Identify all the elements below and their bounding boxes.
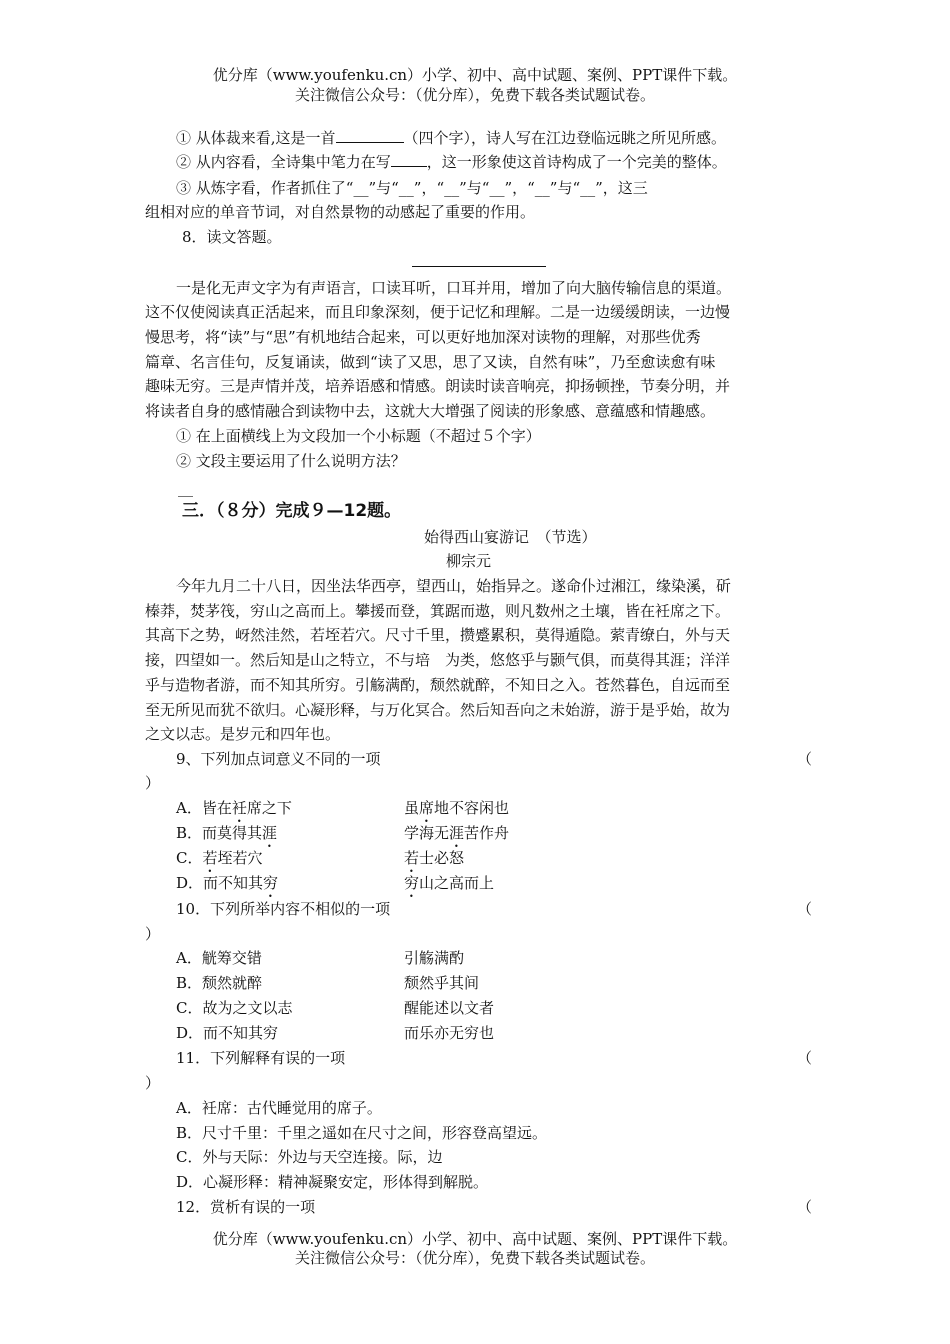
q12-answer-paren-open[interactable]: （ [797,1198,813,1216]
q8-label: 8．读文答题。 [182,228,282,246]
q9-answer-paren-open[interactable]: （ [797,750,813,768]
q9-option-b-left: B．而莫得其涯 [176,824,278,842]
q8-para-line-4: 篇章、名言佳句，反复诵读，做到“读了又思，思了又读，自然有味”，乃至愈读愈有味 [145,353,716,371]
dotted-word: 涯 [262,824,278,842]
q7-item-2 [176,150,727,174]
page-header-line-1: 优分库（www.youfenku.cn）小学、初中、高中试题、案例、PPT课件下载。 [212,66,738,84]
q8-question-2: ② 文段主要运用了什么说明方法？ [176,452,406,470]
q8-para-line-2: 这不仅使阅读真正活起来，而且印象深刻，便于记忆和理解。二是一边缓缓朗读，一边慢 [145,303,731,321]
q8-question-1: ① 在上面横线上为文段加一个小标题（不超过５个字） [176,427,541,445]
q11-option-b: B．尺寸千里：千里之遥如在尺寸之间，形容登高望远。 [176,1124,548,1142]
q9-option-b-right: 学海无涯苦作舟 [404,824,510,842]
q9-option-a-right: 虽席地不容闲也 [404,799,510,817]
q8-para-line-1: 一是化无声文字为有声语言，口读耳听，口耳并用，增加了向大脑传输信息的渠道。 [176,279,732,297]
q10-option-b-left: B．颓然就醉 [176,974,263,992]
q12-stem: 12．赏析有误的一项 [176,1198,316,1216]
passage-line-7: 之文以志。是岁元和四年也。 [145,725,341,743]
q11-answer-paren-close: ） [145,1074,161,1092]
q8-para-line-6: 将读者自身的感情融合到读物中去，这就大大增强了阅读的形象感、意蕴感和情趣感。 [145,402,716,420]
q10-option-d-left: D．而不知其穷 [176,1024,279,1042]
q11-option-c: C．外与天际：外边与天空连接。际，边 [176,1148,443,1166]
section-3-heading: 三．（８分）完成９—12题。 [182,501,402,521]
dotted-word: 若 [404,849,420,867]
q11-option-d: D．心凝形释：精神凝聚安定，形体得到解脱。 [176,1173,489,1191]
q11-answer-paren-open[interactable]: （ [797,1049,813,1067]
q10-option-a-left: A．觥筹交错 [176,949,262,967]
q7-item-3-line-1: ③ 从炼字看，作者抓住了“__”与“__”，“__”与“__”，“__”与“__”，这三 [176,179,648,197]
passage-line-2: 榛莽，焚茅筏，穷山之高而上。攀援而登，箕踞而遨，则凡数州之土壤，皆在衽席之下。 [145,602,731,620]
q7-item-1 [176,126,726,150]
dotted-word: 穷 [263,874,279,892]
q9-option-d-left: D．而不知其穷 [176,874,279,892]
q9-option-c-left: C．若垤若穴 [176,849,263,867]
dotted-word: 席 [419,799,435,817]
q8-para-line-5: 趣味无穷。三是声情并茂，培养语感和情感。朗读时读音响亮，抑扬顿挫，节奏分明，并 [145,377,731,395]
dotted-word: 衽 [231,799,247,817]
q11-stem: 11．下列解释有误的一项 [176,1049,346,1067]
q11-option-a: A．衽席：古代睡觉用的席子。 [176,1099,382,1117]
q10-answer-paren-close: ） [145,925,161,943]
page-footer-line-1: 优分库（www.youfenku.cn）小学、初中、高中试题、案例、PPT课件下载。 [212,1230,738,1248]
passage-author: 柳宗元 [446,552,492,570]
q9-stem: 9、下列加点词意义不同的一项 [176,750,381,768]
passage-line-1: 今年九月二十八日，因坐法华西亭，望西山，始指异之。遂命仆过湘江，缘染溪，斫 [176,577,732,595]
q10-option-b-right: 颓然乎其间 [404,974,480,992]
passage-line-4: 接，四望如一。然后知是山之特立，不与培 为类，悠悠乎与颢气俱，而莫得其涯；洋洋 [145,651,731,669]
q9-option-d-right: 穷山之高而上 [404,874,495,892]
q8-answer-mark: __ [178,479,193,497]
subtitle-answer-line[interactable] [412,266,546,267]
q10-answer-paren-open[interactable]: （ [797,900,813,918]
q9-answer-paren-close: ） [145,774,161,792]
passage-line-6: 至无所见而犹不欲归。心凝形释，与万化冥合。然后知吾向之未始游，游于是乎始，故为 [145,701,731,719]
q10-option-a-right: 引觞满酌 [404,949,465,967]
dotted-word: 涯 [449,824,465,842]
q7-item-3-line-2: 组相对应的单音节词，对自然景物的动感起了重要的作用。 [145,203,536,221]
passage-title: 始得西山宴游记 （节选） [424,528,597,546]
dotted-word: 若 [202,849,218,867]
q10-option-d-right: 而乐亦无穷也 [404,1024,495,1042]
q10-option-c-right: 醒能述以文者 [404,999,495,1017]
q7-item-1-pre: ① 从体裁来看,这是一首 [176,129,336,147]
answer-blank[interactable] [336,128,404,143]
q8-para-line-3: 慢思考，将“读”与“思”有机地结合起来，可以更好地加深对读物的理解，对那些优秀 [145,328,701,346]
q7-item-2-post: ，这一形象使这首诗构成了一个完美的整体。 [426,153,727,171]
dotted-word: 穷 [404,874,420,892]
q9-option-c-right: 若士必怒 [404,849,465,867]
q10-option-c-left: C．故为之文以志 [176,999,293,1017]
answer-blank[interactable] [391,152,427,167]
q10-stem: 10．下列所举内容不相似的一项 [176,900,391,918]
page-header-line-2: 关注微信公众号：（优分库），免费下载各类试题试卷。 [294,86,655,104]
passage-line-3: 其高下之势，岈然洼然，若垤若穴。尺寸千里，攒蹙累积，莫得遁隐。萦青缭白，外与天 [145,626,731,644]
q9-option-a-left: A．皆在衽席之下 [176,799,292,817]
passage-line-5: 乎与造物者游，而不知其所穷。引觞满酌，颓然就醉，不知日之入。苍然暮色，自远而至 [145,676,731,694]
page-footer-line-2: 关注微信公众号：（优分库），免费下载各类试题试卷。 [294,1249,655,1267]
q7-item-2-pre: ② 从内容看，全诗集中笔力在写 [176,153,391,171]
q7-item-1-post: （四个字），诗人写在江边登临远眺之所见所感。 [403,129,727,147]
